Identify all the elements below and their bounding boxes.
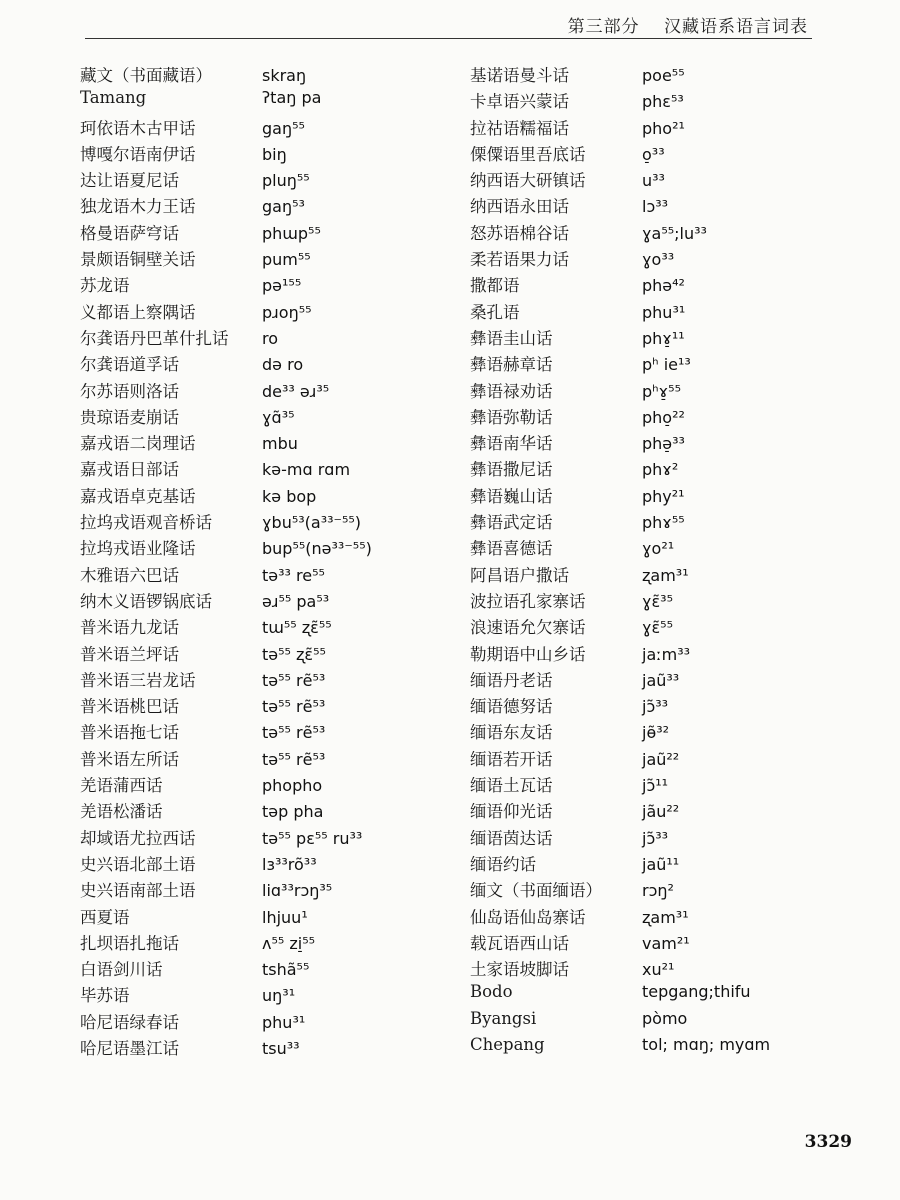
word-form: tə⁵⁵ rẽ⁵³ bbox=[262, 723, 326, 743]
entry-row bbox=[80, 851, 440, 877]
word-form: ɣa⁵⁵;lu³³ bbox=[642, 223, 707, 243]
entry-row bbox=[80, 62, 440, 88]
language-name: 尔龚语丹巴革什扎话 bbox=[80, 328, 229, 348]
word-form: jaũ²² bbox=[642, 749, 680, 769]
entry-row bbox=[470, 825, 830, 851]
word-form: biŋ bbox=[262, 144, 287, 164]
entry-row bbox=[80, 483, 440, 509]
word-form: lɜ³³rõ³³ bbox=[262, 854, 317, 874]
entry-row bbox=[80, 772, 440, 798]
language-name: 彝语喜德话 bbox=[470, 539, 553, 559]
word-form: mbu bbox=[262, 434, 298, 454]
entry-row bbox=[80, 1009, 440, 1035]
entry-row bbox=[470, 299, 830, 325]
language-name: 缅文（书面缅语） bbox=[470, 881, 602, 901]
word-form: pho²¹ bbox=[642, 118, 685, 138]
language-name: 独龙语木力王话 bbox=[80, 197, 196, 217]
language-name: Chepang bbox=[470, 1034, 545, 1054]
entry-row bbox=[470, 378, 830, 404]
word-form: tə⁵⁵ ʐɛ̃⁵⁵ bbox=[262, 644, 326, 664]
entry-row bbox=[80, 325, 440, 351]
language-name: 普米语九龙话 bbox=[80, 618, 179, 638]
word-form: phɤ̠¹¹ bbox=[642, 328, 685, 348]
word-form: tə⁵⁵ rẽ⁵³ bbox=[262, 697, 326, 717]
word-form: phy²¹ bbox=[642, 486, 685, 506]
entry-row bbox=[80, 141, 440, 167]
entry-row bbox=[470, 272, 830, 298]
language-name: 普米语桃巴话 bbox=[80, 697, 179, 717]
word-form: poe⁵⁵ bbox=[642, 66, 685, 85]
word-form: phə⁴² bbox=[642, 276, 685, 296]
word-form: jaːm³³ bbox=[642, 644, 691, 664]
word-form: phɤ⁵⁵ bbox=[642, 513, 685, 533]
word-form: gaŋ⁵³ bbox=[262, 197, 305, 217]
entry-row bbox=[80, 719, 440, 745]
language-name: 尔龚语道孚话 bbox=[80, 355, 179, 375]
right-column bbox=[470, 62, 830, 1061]
entry-row bbox=[80, 246, 440, 272]
language-name: 木雅语六巴话 bbox=[80, 565, 179, 585]
language-name: 桑孔语 bbox=[470, 302, 520, 322]
language-name: 藏文（书面藏语） bbox=[80, 66, 212, 85]
entry-row bbox=[470, 746, 830, 772]
entry-row bbox=[470, 930, 830, 956]
word-form: u³³ bbox=[642, 171, 665, 191]
language-name: 拉祜语糯福话 bbox=[470, 118, 569, 138]
entry-row bbox=[470, 509, 830, 535]
page-number: 3329 bbox=[804, 1132, 852, 1152]
word-form: pho̠²² bbox=[642, 407, 685, 427]
word-form: phə̠³³ bbox=[642, 434, 685, 454]
entry-row bbox=[80, 167, 440, 193]
language-name: 缅语约话 bbox=[470, 854, 536, 874]
entry-row bbox=[80, 667, 440, 693]
language-name: 缅语德努话 bbox=[470, 697, 553, 717]
language-name: 怒苏语棉谷话 bbox=[470, 223, 569, 243]
word-form: gaŋ⁵⁵ bbox=[262, 118, 305, 138]
language-name: 史兴语北部土语 bbox=[80, 854, 196, 874]
entry-row bbox=[80, 693, 440, 719]
word-form: lɔ³³ bbox=[642, 197, 669, 217]
word-form: əɹ⁵⁵ pa⁵³ bbox=[262, 591, 330, 611]
language-name: 西夏语 bbox=[80, 907, 130, 927]
language-name: 仙岛语仙岛寨话 bbox=[470, 907, 586, 927]
entry-row bbox=[470, 772, 830, 798]
language-name: 纳西语大研镇话 bbox=[470, 171, 586, 191]
language-name: 纳木义语锣锅底话 bbox=[80, 591, 212, 611]
word-form: ʌ⁵⁵ zi̠⁵⁵ bbox=[262, 933, 316, 953]
entry-row bbox=[470, 246, 830, 272]
entry-row bbox=[80, 430, 440, 456]
entry-row bbox=[80, 588, 440, 614]
entry-row bbox=[470, 404, 830, 430]
entry-row bbox=[80, 904, 440, 930]
word-form: tsu³³ bbox=[262, 1038, 300, 1058]
language-name: 撒都语 bbox=[470, 276, 520, 296]
word-form: kə-mɑ rɑm bbox=[262, 460, 351, 480]
language-name: 缅语丹老话 bbox=[470, 670, 553, 690]
word-form: tɯ⁵⁵ ʐɛ̃⁵⁵ bbox=[262, 618, 332, 638]
entry-row bbox=[80, 299, 440, 325]
language-name: 彝语禄劝话 bbox=[470, 381, 553, 401]
language-name: 扎坝语扎拖话 bbox=[80, 933, 179, 953]
language-name: 彝语圭山话 bbox=[470, 328, 553, 348]
word-form: phɛ⁵³ bbox=[642, 92, 684, 112]
language-name: 阿昌语户撒话 bbox=[470, 565, 569, 585]
word-form: tə³³ re⁵⁵ bbox=[262, 565, 325, 585]
word-form: bup⁵⁵(nə³³⁻⁵⁵) bbox=[262, 539, 372, 559]
entry-row bbox=[470, 62, 830, 88]
entry-row bbox=[80, 351, 440, 377]
word-form: jɔ̃¹¹ bbox=[642, 776, 669, 796]
language-name: 普米语兰坪话 bbox=[80, 644, 179, 664]
language-name: 尔苏语则洛话 bbox=[80, 381, 179, 401]
word-form: ɣɛ̃³⁵ bbox=[642, 591, 674, 611]
language-name: 波拉语孔家寨话 bbox=[470, 591, 586, 611]
language-name: 哈尼语墨江话 bbox=[80, 1038, 179, 1058]
language-name: 义都语上察隅话 bbox=[80, 302, 196, 322]
entry-row bbox=[470, 193, 830, 219]
language-name: 彝语撒尼话 bbox=[470, 460, 553, 480]
word-form: pluŋ⁵⁵ bbox=[262, 171, 310, 191]
word-form: tepgang;thifu bbox=[642, 982, 751, 1002]
entry-row bbox=[470, 456, 830, 482]
left-column bbox=[80, 62, 440, 1061]
entry-row bbox=[80, 1035, 440, 1061]
word-form: pɹoŋ⁵⁵ bbox=[262, 302, 312, 322]
language-name: 缅语仰光话 bbox=[470, 802, 553, 822]
entry-row bbox=[80, 825, 440, 851]
language-name: Byangsi bbox=[470, 1008, 537, 1028]
language-name: 博嘎尔语南伊话 bbox=[80, 144, 196, 164]
word-form: xu²¹ bbox=[642, 960, 675, 980]
entry-row bbox=[80, 88, 440, 114]
word-form: phɤ² bbox=[642, 460, 679, 480]
word-form: də ro bbox=[262, 355, 304, 375]
language-name: 柔若语果力话 bbox=[470, 250, 569, 270]
word-form: lhjuu¹ bbox=[262, 907, 308, 927]
language-name: 哈尼语绿春话 bbox=[80, 1012, 179, 1032]
language-name: 浪速语允欠寨话 bbox=[470, 618, 586, 638]
word-form: tə⁵⁵ pɛ⁵⁵ ru³³ bbox=[262, 828, 363, 848]
entry-row bbox=[80, 509, 440, 535]
entry-row bbox=[80, 746, 440, 772]
word-form: ɣbu⁵³(a³³⁻⁵⁵) bbox=[262, 513, 362, 533]
entry-row bbox=[470, 693, 830, 719]
word-form: ɣo³³ bbox=[642, 250, 675, 270]
entry-row bbox=[470, 141, 830, 167]
word-form: ɣo²¹ bbox=[642, 539, 675, 559]
language-name: 嘉戎语日部话 bbox=[80, 460, 179, 480]
language-name: 土家语坡脚话 bbox=[470, 960, 569, 980]
word-form: təp pha bbox=[262, 802, 324, 822]
language-name: 彝语南华话 bbox=[470, 434, 553, 454]
header-part: 第三部分 bbox=[567, 17, 640, 37]
entry-row bbox=[80, 562, 440, 588]
word-form: tə⁵⁵ rẽ⁵³ bbox=[262, 670, 326, 690]
language-name: 彝语赫章话 bbox=[470, 355, 553, 375]
entry-row bbox=[470, 956, 830, 982]
entry-row bbox=[470, 562, 830, 588]
entry-row bbox=[470, 88, 830, 114]
entry-row bbox=[470, 904, 830, 930]
entry-row bbox=[80, 641, 440, 667]
entry-row bbox=[470, 351, 830, 377]
word-form: ʔtaŋ pa bbox=[262, 88, 322, 108]
language-name: 普米语左所话 bbox=[80, 749, 179, 769]
word-form: phɯp⁵⁵ bbox=[262, 223, 321, 243]
entry-row bbox=[80, 614, 440, 640]
word-form: ʐam³¹ bbox=[642, 907, 689, 927]
entry-row bbox=[470, 982, 830, 1008]
entry-row bbox=[470, 614, 830, 640]
entry-row bbox=[80, 193, 440, 219]
word-form: tol; mɑŋ; myɑm bbox=[642, 1034, 771, 1054]
word-form: skraŋ bbox=[262, 66, 307, 85]
entry-row bbox=[470, 667, 830, 693]
word-form: liɑ³³rɔŋ³⁵ bbox=[262, 881, 333, 901]
word-form: jɔ̃³³ bbox=[642, 828, 669, 848]
word-form: phopho bbox=[262, 776, 323, 796]
language-name: 羌语蒲西话 bbox=[80, 776, 163, 796]
word-form: pum⁵⁵ bbox=[262, 250, 311, 270]
language-name: 基诺语曼斗话 bbox=[470, 66, 569, 85]
language-name: Tamang bbox=[80, 88, 147, 108]
language-name: 嘉戎语二岗理话 bbox=[80, 434, 196, 454]
word-form: jãu²² bbox=[642, 802, 680, 822]
language-name: 白语剑川话 bbox=[80, 960, 163, 980]
language-name: 拉坞戎语业隆话 bbox=[80, 539, 196, 559]
language-name: 史兴语南部土语 bbox=[80, 881, 196, 901]
entry-row bbox=[470, 851, 830, 877]
entry-row bbox=[80, 220, 440, 246]
word-form: o̠³³ bbox=[642, 144, 665, 164]
word-form: tə⁵⁵ rẽ⁵³ bbox=[262, 749, 326, 769]
language-name: 勒期语中山乡话 bbox=[470, 644, 586, 664]
entry-row bbox=[470, 483, 830, 509]
word-form: jaũ¹¹ bbox=[642, 854, 680, 874]
word-form: vam²¹ bbox=[642, 933, 690, 953]
word-form: tshã⁵⁵ bbox=[262, 960, 310, 980]
language-name: 缅语土瓦话 bbox=[470, 776, 553, 796]
language-name: 纳西语永田话 bbox=[470, 197, 569, 217]
word-form: ɣɑ̃³⁵ bbox=[262, 407, 295, 427]
word-form: pʰ ie¹³ bbox=[642, 355, 691, 375]
entry-row bbox=[470, 167, 830, 193]
entry-row bbox=[470, 1035, 830, 1061]
entry-row bbox=[80, 982, 440, 1008]
word-form: de³³ əɹ³⁵ bbox=[262, 381, 330, 401]
language-name: Bodo bbox=[470, 982, 513, 1002]
header-rule bbox=[85, 38, 812, 39]
language-name: 彝语巍山话 bbox=[470, 486, 553, 506]
language-name: 载瓦语西山话 bbox=[470, 933, 569, 953]
word-form: jaũ³³ bbox=[642, 670, 680, 690]
language-name: 缅语东友话 bbox=[470, 723, 553, 743]
language-name: 珂依语木古甲话 bbox=[80, 118, 196, 138]
entry-row bbox=[470, 220, 830, 246]
language-name: 嘉戎语卓克基话 bbox=[80, 486, 196, 506]
language-name: 羌语松潘话 bbox=[80, 802, 163, 822]
entry-row bbox=[80, 115, 440, 141]
language-name: 彝语武定话 bbox=[470, 513, 553, 533]
entry-row bbox=[80, 798, 440, 824]
language-name: 景颇语铜壁关话 bbox=[80, 250, 196, 270]
word-form: pə¹⁵⁵ bbox=[262, 276, 302, 296]
word-form: pʰɤ̠⁵⁵ bbox=[642, 381, 681, 401]
word-form: phu³¹ bbox=[642, 302, 686, 322]
word-form: uŋ³¹ bbox=[262, 986, 296, 1006]
entry-row bbox=[80, 956, 440, 982]
entry-row bbox=[470, 535, 830, 561]
language-name: 普米语拖七话 bbox=[80, 723, 179, 743]
language-name: 毕苏语 bbox=[80, 986, 130, 1006]
entry-row bbox=[80, 930, 440, 956]
language-name: 格曼语萨穹话 bbox=[80, 223, 179, 243]
entry-row bbox=[470, 798, 830, 824]
language-name: 傈僳语里吾底话 bbox=[470, 144, 586, 164]
word-form: ɣɛ̃⁵⁵ bbox=[642, 618, 674, 638]
language-name: 缅语若开话 bbox=[470, 749, 553, 769]
word-form: jɵ̃³² bbox=[642, 723, 670, 743]
language-name: 达让语夏尼话 bbox=[80, 171, 179, 191]
language-name: 贵琼语麦崩话 bbox=[80, 407, 179, 427]
entry-row bbox=[470, 719, 830, 745]
entry-row bbox=[470, 325, 830, 351]
entry-row bbox=[470, 877, 830, 903]
language-name: 却域语尤拉西话 bbox=[80, 828, 196, 848]
language-name: 普米语三岩龙话 bbox=[80, 670, 196, 690]
language-name: 彝语弥勒话 bbox=[470, 407, 553, 427]
language-name: 拉坞戎语观音桥话 bbox=[80, 513, 212, 533]
entry-row bbox=[470, 588, 830, 614]
entry-row bbox=[80, 456, 440, 482]
language-name: 苏龙语 bbox=[80, 276, 130, 296]
word-form: phu³¹ bbox=[262, 1012, 306, 1032]
language-name: 缅语茵达话 bbox=[470, 828, 553, 848]
header-title: 汉藏语系语言词表 bbox=[664, 17, 808, 37]
word-form: kə bop bbox=[262, 486, 317, 506]
entry-row bbox=[80, 272, 440, 298]
word-form: ʐam³¹ bbox=[642, 565, 689, 585]
running-header bbox=[568, 12, 808, 37]
word-form: ro bbox=[262, 328, 279, 348]
word-form: rɔŋ² bbox=[642, 881, 674, 901]
entry-row bbox=[80, 535, 440, 561]
entry-row bbox=[470, 641, 830, 667]
entry-row bbox=[470, 430, 830, 456]
entry-row bbox=[80, 378, 440, 404]
word-form: pòmo bbox=[642, 1008, 688, 1028]
word-form: jɔ̃³³ bbox=[642, 697, 669, 717]
entry-row bbox=[470, 1009, 830, 1035]
entry-row bbox=[80, 877, 440, 903]
entry-row bbox=[80, 404, 440, 430]
entry-row bbox=[470, 115, 830, 141]
language-name: 卡卓语兴蒙话 bbox=[470, 92, 569, 112]
